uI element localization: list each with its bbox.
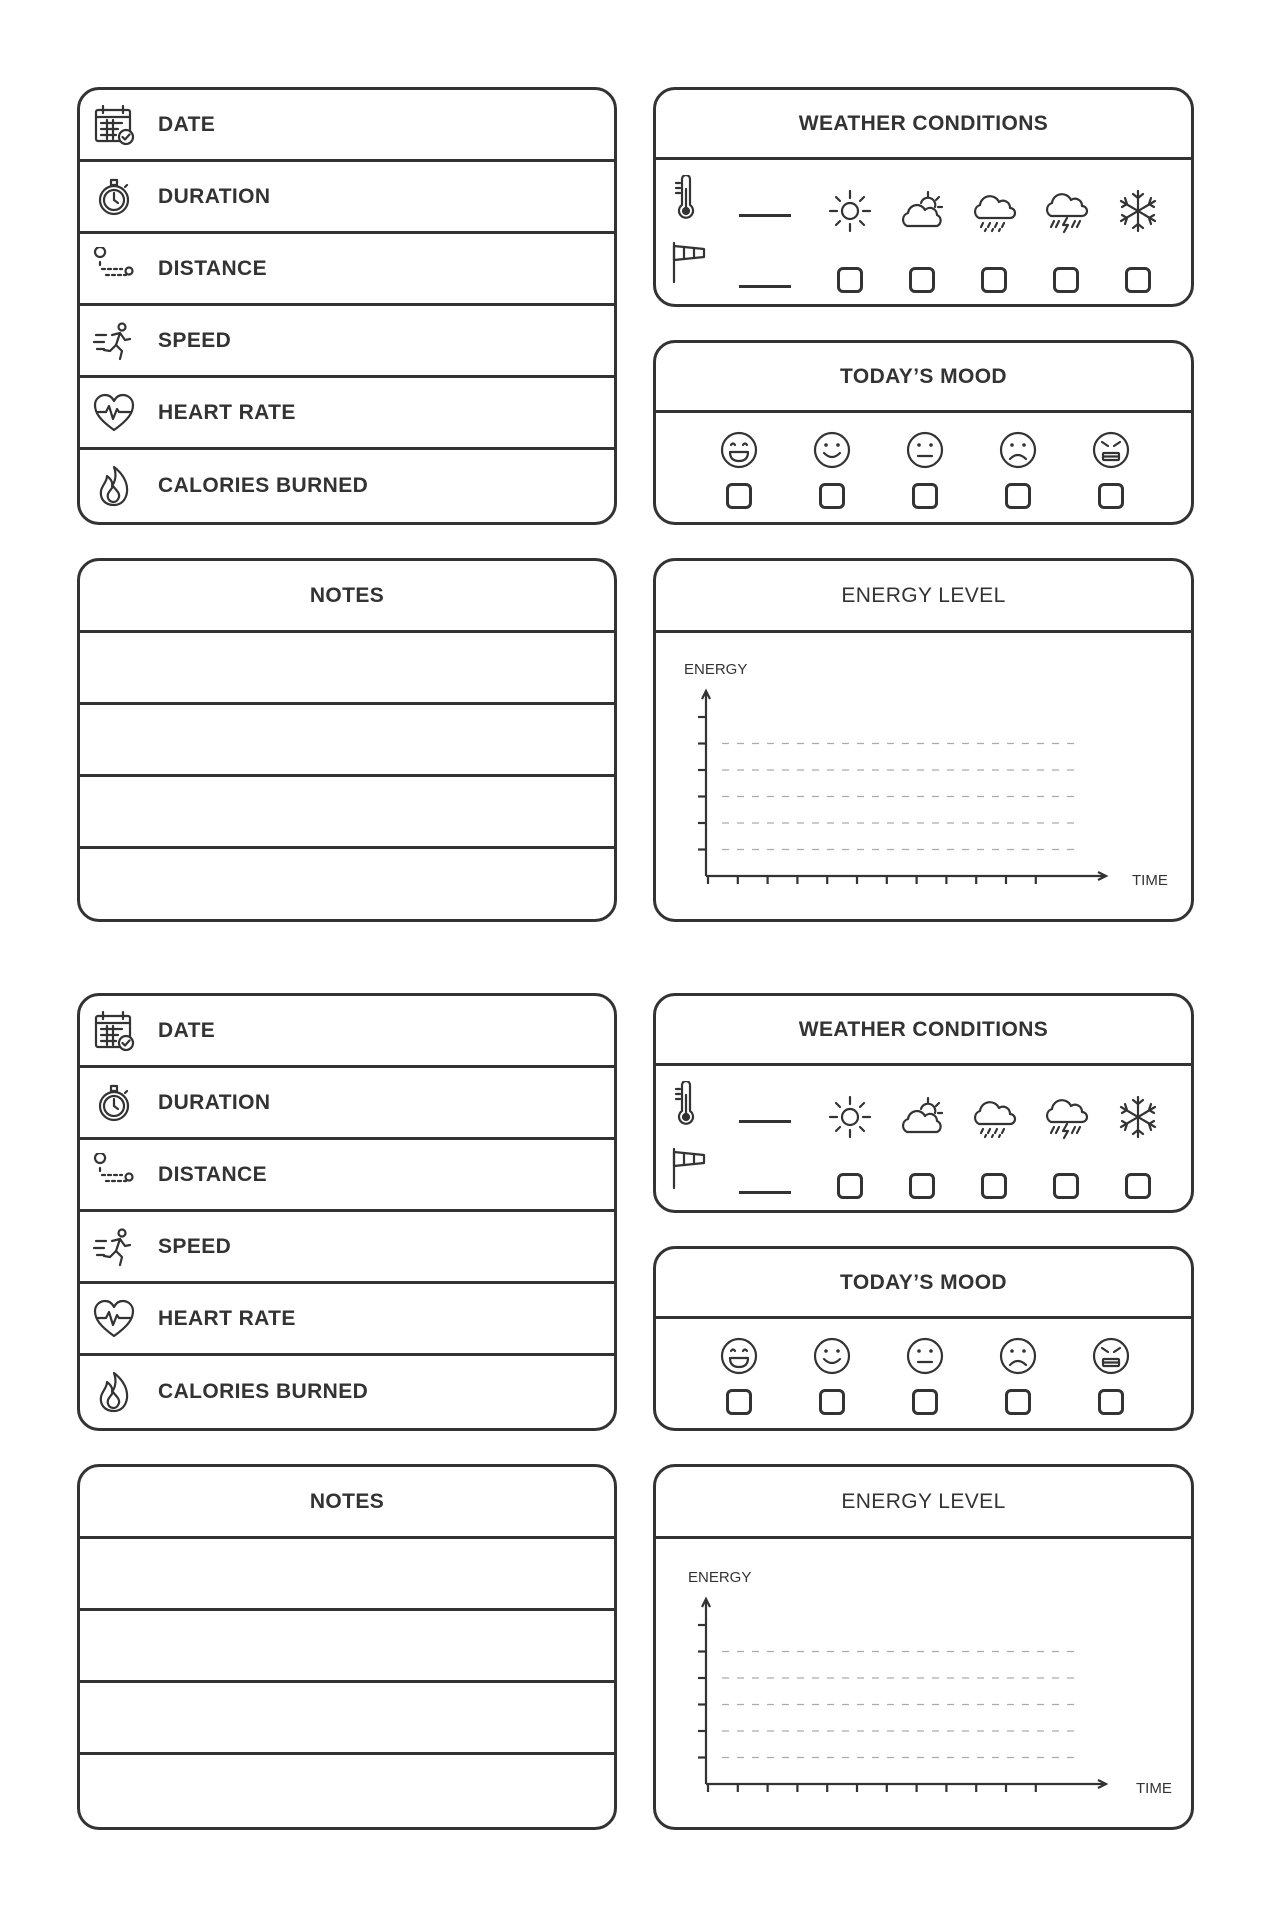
heart-rate-icon (92, 391, 136, 435)
energy-chart[interactable] (696, 681, 1136, 891)
stat-label: SPEED (158, 1234, 232, 1258)
partly-cloudy-icon (899, 188, 945, 234)
duration-row[interactable] (80, 162, 614, 234)
mood-neutral-checkbox[interactable] (912, 483, 938, 509)
sun-icon (827, 188, 873, 234)
snowy-checkbox[interactable] (1125, 1173, 1151, 1199)
heart-rate-row[interactable] (80, 1284, 614, 1356)
calories-row[interactable] (80, 450, 614, 522)
partly-cloudy-checkbox[interactable] (909, 267, 935, 293)
mood-happy-checkbox[interactable] (819, 483, 845, 509)
time-axis-label: TIME (1136, 1780, 1172, 1797)
time-axis-label: TIME (1132, 872, 1168, 889)
date-row[interactable] (80, 90, 614, 162)
notes-line (80, 846, 614, 849)
notes-card (77, 1464, 617, 1830)
wind-blank[interactable] (739, 285, 791, 288)
flame-icon (92, 464, 136, 508)
notes-line (80, 1608, 614, 1611)
speed-row[interactable] (80, 306, 614, 378)
workout-stats-card (77, 993, 617, 1431)
wind-blank[interactable] (739, 1191, 791, 1194)
rainy-checkbox[interactable] (981, 1173, 1007, 1199)
notes-line (80, 702, 614, 705)
stat-label: DURATION (158, 184, 271, 208)
route-icon (92, 1153, 136, 1197)
route-icon (92, 247, 136, 291)
snowflake-icon (1115, 188, 1161, 234)
angry-face-icon (1091, 1336, 1131, 1376)
neutral-face-icon (905, 430, 945, 470)
snowy-checkbox[interactable] (1125, 267, 1151, 293)
stat-label: DATE (158, 1018, 216, 1042)
energy-chart[interactable] (696, 1589, 1136, 1799)
rain-cloud-icon (971, 188, 1017, 234)
mood-angry-checkbox[interactable] (1098, 483, 1124, 509)
workout-stats-card (77, 87, 617, 525)
energy-axis-label: ENERGY (684, 661, 748, 678)
angry-face-icon (1091, 430, 1131, 470)
weather-conditions-card (653, 87, 1194, 307)
snowflake-icon (1115, 1094, 1161, 1140)
stat-label: DISTANCE (158, 256, 267, 280)
stat-label: CALORIES BURNED (158, 474, 369, 497)
energy-title: ENERGY LEVEL (656, 561, 1191, 633)
stormy-checkbox[interactable] (1053, 267, 1079, 293)
temperature-blank[interactable] (739, 214, 791, 217)
mood-laughing-checkbox[interactable] (726, 483, 752, 509)
todays-mood-card (653, 1246, 1194, 1431)
distance-row[interactable] (80, 234, 614, 306)
stat-label: HEART RATE (158, 400, 296, 424)
stormy-checkbox[interactable] (1053, 1173, 1079, 1199)
sunny-checkbox[interactable] (837, 267, 863, 293)
sad-face-icon (998, 1336, 1038, 1376)
calendar-icon (92, 103, 136, 147)
laughing-face-icon (719, 1336, 759, 1376)
smiling-face-icon (812, 430, 852, 470)
notes-line (80, 774, 614, 777)
partly-cloudy-icon (899, 1094, 945, 1140)
runner-icon (92, 319, 136, 363)
stat-label: SPEED (158, 328, 232, 352)
distance-row[interactable] (80, 1140, 614, 1212)
date-row[interactable] (80, 996, 614, 1068)
todays-mood-card (653, 340, 1194, 525)
windsock-icon (670, 240, 710, 284)
notes-line (80, 1752, 614, 1755)
windsock-icon (670, 1146, 710, 1190)
mood-angry-checkbox[interactable] (1098, 1389, 1124, 1415)
energy-level-card (653, 1464, 1194, 1830)
mood-sad-checkbox[interactable] (1005, 483, 1031, 509)
calendar-icon (92, 1009, 136, 1053)
thermometer-icon (672, 1081, 698, 1125)
weather-title: WEATHER CONDITIONS (656, 996, 1191, 1066)
sun-icon (827, 1094, 873, 1140)
weather-conditions-card (653, 993, 1194, 1213)
mood-title: TODAY’S MOOD (656, 1249, 1191, 1319)
thunderstorm-icon (1043, 1094, 1089, 1140)
heart-rate-icon (92, 1297, 136, 1341)
neutral-face-icon (905, 1336, 945, 1376)
rain-cloud-icon (971, 1094, 1017, 1140)
notes-card (77, 558, 617, 922)
smiling-face-icon (812, 1336, 852, 1376)
energy-title: ENERGY LEVEL (656, 1467, 1191, 1539)
thunderstorm-icon (1043, 188, 1089, 234)
flame-icon (92, 1370, 136, 1414)
stopwatch-icon (92, 1081, 136, 1125)
stat-label: DURATION (158, 1090, 271, 1114)
partly-cloudy-checkbox[interactable] (909, 1173, 935, 1199)
sad-face-icon (998, 430, 1038, 470)
laughing-face-icon (719, 430, 759, 470)
calories-row[interactable] (80, 1356, 614, 1428)
thermometer-icon (672, 175, 698, 219)
rainy-checkbox[interactable] (981, 267, 1007, 293)
mood-happy-checkbox[interactable] (819, 1389, 845, 1415)
notes-line (80, 1680, 614, 1683)
energy-axis-label: ENERGY (688, 1569, 752, 1586)
mood-title: TODAY’S MOOD (656, 343, 1191, 413)
duration-row[interactable] (80, 1068, 614, 1140)
temperature-blank[interactable] (739, 1120, 791, 1123)
stat-label: DISTANCE (158, 1162, 267, 1186)
stat-label: DATE (158, 112, 216, 136)
heart-rate-row[interactable] (80, 378, 614, 450)
sunny-checkbox[interactable] (837, 1173, 863, 1199)
stat-label: HEART RATE (158, 1306, 296, 1330)
stat-label: CALORIES BURNED (158, 1380, 369, 1403)
stopwatch-icon (92, 175, 136, 219)
energy-level-card (653, 558, 1194, 922)
mood-sad-checkbox[interactable] (1005, 1389, 1031, 1415)
notes-title: NOTES (80, 1467, 614, 1539)
speed-row[interactable] (80, 1212, 614, 1284)
mood-laughing-checkbox[interactable] (726, 1389, 752, 1415)
weather-title: WEATHER CONDITIONS (656, 90, 1191, 160)
notes-title: NOTES (80, 561, 614, 633)
mood-neutral-checkbox[interactable] (912, 1389, 938, 1415)
runner-icon (92, 1225, 136, 1269)
